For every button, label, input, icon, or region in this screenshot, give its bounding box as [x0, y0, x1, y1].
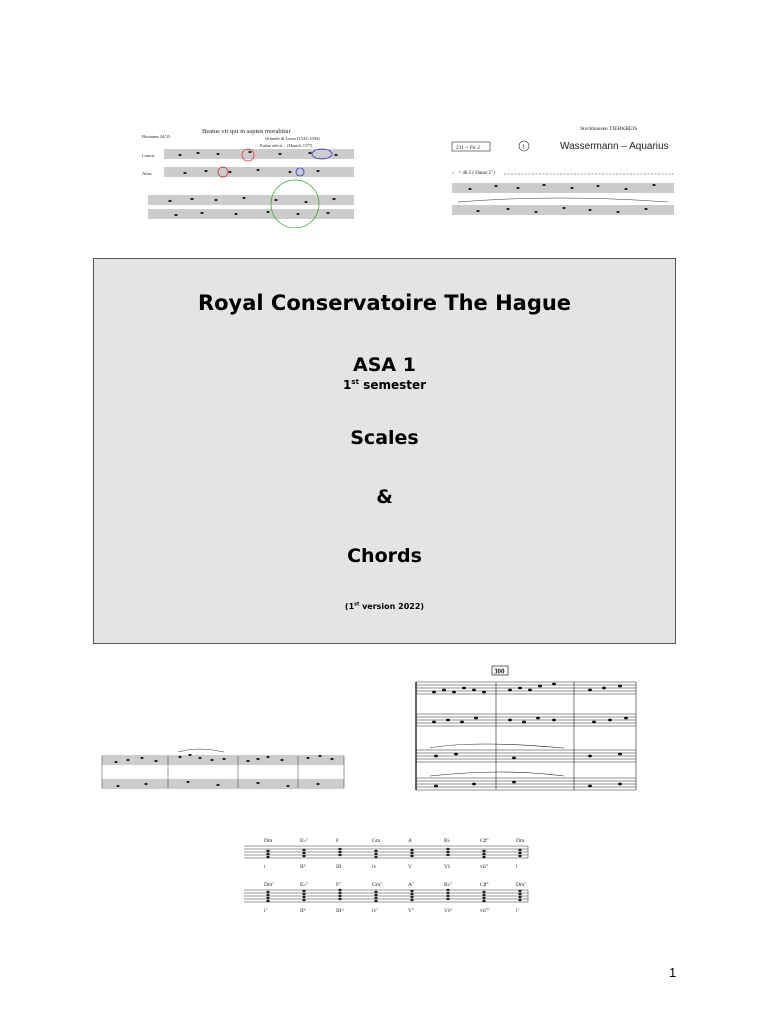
chord-symbol-5: B♭⁷: [444, 882, 453, 888]
chord-note: [482, 850, 485, 852]
lasso-source: Psalmi selecti ... (Munich, 1577): [260, 143, 313, 148]
version-label: (1st version 2022): [344, 602, 425, 611]
chord-note: [410, 849, 413, 851]
roman-numeral-2: III^: [336, 908, 345, 914]
roman-numeral-0: i: [264, 864, 266, 870]
chord-note: [518, 890, 521, 892]
chord-note: [374, 900, 377, 902]
chord-note: [338, 854, 341, 856]
chord-note: [266, 850, 269, 852]
chord-note: [266, 900, 269, 902]
roman-numeral-0: i⁷: [264, 908, 268, 914]
roman-numeral-4: V⁷: [408, 908, 414, 914]
stockhausen-composer: Stockhausen TIERKREIS: [580, 126, 638, 132]
chord-note: [446, 851, 449, 853]
chord-note: [374, 897, 377, 899]
chord-note: [482, 853, 485, 855]
chord-symbol-0: Dm⁷: [264, 882, 275, 888]
stockhausen-title: Wassermann – Aquarius: [560, 141, 669, 152]
chord-note: [518, 849, 521, 851]
chord-note: [410, 855, 413, 857]
chord-symbol-4: A⁷: [408, 882, 414, 888]
chord-note: [446, 892, 449, 894]
chord-note: [518, 855, 521, 857]
stockhausen-box: 211 = Fk 2: [456, 145, 480, 151]
page-number: 1: [669, 965, 677, 980]
roman-numeral-7: i⁷: [516, 908, 520, 914]
chord-note: [374, 894, 377, 896]
stockhausen-number: 1: [522, 144, 525, 151]
lasso-composer: Orlando di Lasso (1532-1594): [265, 136, 320, 141]
chord-symbol-5: B♭: [444, 838, 451, 844]
chord-note: [266, 897, 269, 899]
chord-note: [374, 891, 377, 893]
chord-symbol-7: Dm: [516, 838, 525, 844]
chord-symbol-3: Gm⁷: [372, 882, 383, 888]
scale-chords-excerpt-image: [238, 832, 532, 918]
lasso-title: Beatus vir qui in sapien morabitur: [202, 128, 291, 135]
orchestral-excerpt-image: [414, 664, 638, 798]
chord-note: [482, 891, 485, 893]
chord-note: [338, 848, 341, 850]
stockhausen-tempo: ♩ = 48.5 ( Dauer 5"): [452, 171, 495, 176]
chord-note: [374, 850, 377, 852]
lasso-catalogue: Bicinium 34/35: [142, 134, 171, 139]
grand-staff-excerpt-image: [98, 740, 348, 798]
chord-note: [410, 896, 413, 898]
lasso-voice-2: Altus: [142, 171, 152, 176]
roman-numeral-5: VI^: [444, 908, 453, 914]
roman-numeral-5: VI: [444, 864, 450, 870]
institution-title: Royal Conservatoire The Hague: [197, 291, 572, 315]
lasso-voice-1: Cantus: [142, 153, 155, 158]
chord-note: [302, 852, 305, 854]
chord-note: [482, 894, 485, 896]
chord-note: [338, 851, 341, 853]
roman-numeral-1: II⁶: [300, 864, 306, 870]
chord-note: [302, 855, 305, 857]
title-box: [93, 258, 676, 644]
chord-symbol-2: F: [336, 838, 340, 844]
chord-note: [518, 852, 521, 854]
chord-note: [518, 893, 521, 895]
roman-numeral-3: iv⁷: [372, 908, 379, 914]
chord-note: [482, 897, 485, 899]
chord-symbol-4: A: [408, 838, 412, 844]
chord-note: [374, 856, 377, 858]
chord-symbol-1: E♭⁷: [300, 882, 308, 888]
chord-note: [446, 898, 449, 900]
chord-symbol-2: F⁷: [336, 882, 341, 888]
roman-numerals-row-1: [264, 863, 518, 870]
chord-note: [446, 854, 449, 856]
roman-numeral-7: i: [516, 864, 518, 870]
chord-note: [374, 853, 377, 855]
roman-numeral-1: II⁶: [300, 908, 306, 914]
chord-symbols-row-2: [264, 881, 526, 888]
lasso-score-image: [140, 124, 358, 228]
chord-note: [446, 889, 449, 891]
measure-number: 300: [494, 667, 505, 676]
chord-note: [302, 890, 305, 892]
roman-numeral-3: iv: [372, 864, 377, 870]
chord-note: [338, 889, 341, 891]
chord-note: [338, 892, 341, 894]
stockhausen-score-image: [448, 122, 678, 226]
chord-note: [410, 890, 413, 892]
chord-note: [410, 893, 413, 895]
chord-note: [302, 899, 305, 901]
chord-note: [302, 896, 305, 898]
chord-note: [410, 899, 413, 901]
chord-symbols-row-1: [264, 837, 525, 844]
roman-numeral-6: vii°⁷: [480, 908, 490, 914]
chord-note: [338, 898, 341, 900]
chord-note: [266, 853, 269, 855]
chord-symbol-6: C♯°: [480, 838, 489, 844]
chord-symbol-7: Dm⁷: [516, 882, 527, 888]
roman-numeral-6: vii°: [480, 864, 489, 870]
chord-note: [482, 856, 485, 858]
chord-symbol-3: Gm: [372, 838, 381, 844]
chord-note: [338, 895, 341, 897]
chord-note: [446, 895, 449, 897]
ampersand: &: [376, 486, 393, 508]
chord-note: [518, 899, 521, 901]
chord-note: [266, 894, 269, 896]
roman-numerals-row-2: [264, 907, 520, 914]
chord-note: [266, 891, 269, 893]
roman-numeral-4: V: [408, 864, 412, 870]
chord-note: [302, 893, 305, 895]
semester-label: 1st semester: [342, 377, 427, 392]
roman-numeral-2: III: [336, 864, 342, 870]
chord-note: [410, 852, 413, 854]
chord-symbol-1: E♭⁷: [300, 838, 308, 844]
chord-note: [518, 896, 521, 898]
chord-note: [446, 848, 449, 850]
topic-chords: Chords: [347, 545, 422, 567]
chord-symbol-6: C♯°: [480, 882, 489, 888]
chord-note: [302, 849, 305, 851]
topic-scales: Scales: [350, 427, 419, 449]
chord-note: [266, 856, 269, 858]
course-title: ASA 1: [353, 354, 416, 376]
chord-symbol-0: Dm: [264, 838, 273, 844]
chord-note: [482, 900, 485, 902]
